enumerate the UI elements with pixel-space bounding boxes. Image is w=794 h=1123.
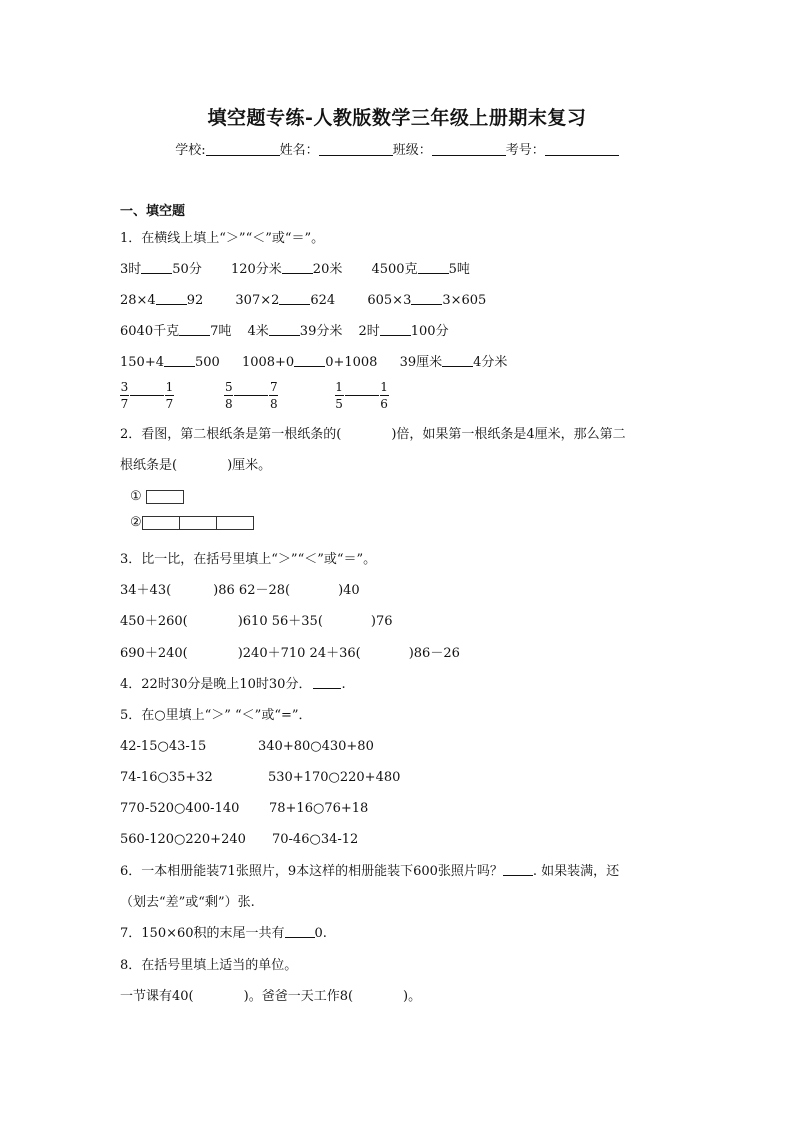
q5-row-2 xyxy=(120,770,400,786)
q1-r2-a: 28×4 xyxy=(120,293,156,308)
q3-r1-a: 34＋43( xyxy=(120,583,172,598)
q1-fraction-row xyxy=(120,380,389,412)
q1-row-2 xyxy=(120,293,486,309)
q3-r3-b: )240＋710 xyxy=(237,646,306,661)
q1-r1-b: 50分 xyxy=(172,262,202,277)
q2-line2-a: 根纸条是( xyxy=(120,458,178,473)
q1-r2-blank-1[interactable] xyxy=(156,293,187,305)
q8-stem: 8．在括号里填上适当的单位。 xyxy=(120,958,298,973)
q1-r1-blank-1[interactable] xyxy=(141,262,172,274)
q2-line2-b: )厘米。 xyxy=(227,458,272,473)
fraction-blank-2[interactable] xyxy=(234,395,268,396)
class-label: 班级： xyxy=(392,143,432,158)
q1-r2-b: 92 xyxy=(186,293,204,308)
fraction-1-7: $\frac{1}{7}$ xyxy=(165,380,174,411)
strip-1-label: ① xyxy=(130,489,142,504)
q8-text-c: )。 xyxy=(403,989,422,1004)
q1-r4-blank-2[interactable] xyxy=(294,355,325,367)
q1-r3-f: 100分 xyxy=(410,324,449,339)
fraction-blank-1[interactable] xyxy=(130,395,164,396)
q5-r4-b: 70-46○34-12 xyxy=(272,832,359,847)
q5-r1-b: 340+80○430+80 xyxy=(258,739,374,754)
q5-r1-a: 42-15○43-15 xyxy=(120,739,207,754)
strip-2-label: ② xyxy=(130,515,142,530)
q4-period: . xyxy=(341,677,346,692)
q1-r2-c: 307×2 xyxy=(235,293,280,308)
fraction-7-8: $\frac{7}{8}$ xyxy=(269,380,278,411)
q1-r1-e: 4500克 xyxy=(371,262,418,277)
q3-r1-b: )86 xyxy=(213,583,235,598)
q1-r1-blank-3[interactable] xyxy=(418,262,449,274)
q3-r1-d: )40 xyxy=(338,583,360,598)
q5-row-4 xyxy=(120,832,358,848)
q3-r3-c: 24＋36( xyxy=(309,646,361,661)
q5-r3-b: 78+16○76+18 xyxy=(269,801,369,816)
name-label: 姓名： xyxy=(279,143,319,158)
q1-r3-blank-3[interactable] xyxy=(380,324,411,336)
q1-r2-blank-2[interactable] xyxy=(279,293,310,305)
q4-text: 4．22时30分是晚上10时30分． xyxy=(120,677,312,692)
q8-text-a: 一节课有40( xyxy=(120,989,194,1004)
q1-r1-c: 120分米 xyxy=(230,262,282,277)
q6-text-b: . 如果装满，还 xyxy=(532,864,620,879)
q7-text: 7．150×60积的末尾一共有 xyxy=(120,926,285,941)
q1-stem: 1．在横线上填上“＞”“＜”或“＝”。 xyxy=(120,231,325,246)
q1-r2-f: 3×605 xyxy=(442,293,487,308)
q1-r4-a: 150+4 xyxy=(120,355,164,370)
q7 xyxy=(120,926,327,942)
q5-stem: 5．在○里填上“＞” “＜”或“=”． xyxy=(120,708,312,723)
q2-line-1 xyxy=(120,427,626,443)
q1-r4-f: 4分米 xyxy=(473,355,508,370)
q2-line1-a: 2．看图，第二根纸条是第一根纸条的( xyxy=(120,427,342,442)
q3-stem: 3．比一比，在括号里填上“＞”“＜”或“＝”。 xyxy=(120,552,377,567)
q3-r2-d: )76 xyxy=(370,614,393,629)
q6-line-2: （划去“差”或“剩”）张. xyxy=(120,895,255,910)
number-blank[interactable] xyxy=(545,143,619,156)
strip-2-segment-1 xyxy=(142,516,180,530)
q6-line-1 xyxy=(120,864,619,880)
q6-blank-1[interactable] xyxy=(503,864,533,876)
q1-r3-blank-1[interactable] xyxy=(179,324,210,336)
q3-r1-c: 62－28( xyxy=(238,583,291,598)
q1-r3-blank-2[interactable] xyxy=(269,324,300,336)
strip-2-segment-3 xyxy=(217,516,254,530)
strip-1-segment xyxy=(146,490,184,504)
paper-strip-2 xyxy=(130,515,254,530)
fraction-3-7: $\frac{3}{7}$ xyxy=(120,380,129,411)
q3-r2-a: 450＋260( xyxy=(120,614,188,629)
q5-r3-a: 770-520○400-140 xyxy=(120,801,240,816)
q2-line1-b: )倍，如果第一根纸条是4厘米，那么第二 xyxy=(391,427,626,442)
q1-r3-c: 4米 xyxy=(247,324,269,339)
q1-r4-blank-3[interactable] xyxy=(442,355,473,367)
q1-row-3 xyxy=(120,324,449,340)
q1-r3-b: 7吨 xyxy=(210,324,232,339)
q2-line-2 xyxy=(120,458,271,474)
q1-r4-d: 0+1008 xyxy=(325,355,378,370)
q5-r2-a: 74-16○35+32 xyxy=(120,770,213,785)
q1-r4-c: 1008+0 xyxy=(241,355,295,370)
q5-r4-a: 560-120○220+240 xyxy=(120,832,246,847)
q1-r1-f: 5吨 xyxy=(448,262,470,277)
q1-r2-blank-3[interactable] xyxy=(411,293,442,305)
number-label: 考号： xyxy=(505,143,545,158)
section-heading: 一、填空题 xyxy=(120,204,186,219)
school-label: 学校: xyxy=(175,143,206,158)
q1-row-4 xyxy=(120,355,507,371)
school-blank[interactable] xyxy=(206,143,280,156)
q1-r2-d: 624 xyxy=(310,293,336,308)
q3-r2-b: )610 xyxy=(237,614,268,629)
q3-r2-c: 56＋35( xyxy=(271,614,323,629)
q1-r1-blank-2[interactable] xyxy=(282,262,313,274)
q1-r2-e: 605×3 xyxy=(367,293,412,308)
paper-strip-1 xyxy=(130,489,184,504)
fraction-5-8: $\frac{5}{8}$ xyxy=(224,380,233,411)
q6-text-a: 6．一本相册能装71张照片，9本这样的相册能装下600张照片吗？ xyxy=(120,864,503,879)
q1-r4-e: 39厘米 xyxy=(399,355,443,370)
page-title: 填空题专练-人教版数学三年级上册期末复习 xyxy=(207,107,587,129)
class-blank[interactable] xyxy=(432,143,506,156)
q5-r2-b: 530+170○220+480 xyxy=(268,770,401,785)
student-info-line xyxy=(0,139,794,158)
q7-blank[interactable] xyxy=(285,926,315,938)
q3-row-1 xyxy=(120,583,360,599)
q4 xyxy=(120,677,346,693)
q1-row-1 xyxy=(120,262,470,278)
q1-r1-a: 3时 xyxy=(120,262,142,277)
fraction-1-5: $\frac{1}{5}$ xyxy=(335,380,343,411)
q3-row-2 xyxy=(120,614,393,630)
q3-r3-a: 690＋240( xyxy=(120,646,188,661)
name-blank[interactable] xyxy=(319,143,393,156)
q1-r3-d: 39分米 xyxy=(299,324,343,339)
fraction-1-6: $\frac{1}{6}$ xyxy=(380,380,388,411)
q1-r4-blank-1[interactable] xyxy=(164,355,195,367)
q3-r3-d: )86－26 xyxy=(408,646,460,661)
fraction-blank-3[interactable] xyxy=(345,395,379,396)
q1-r3-e: 2时 xyxy=(358,324,380,339)
q3-row-3 xyxy=(120,646,460,662)
strip-2-segment-2 xyxy=(180,516,217,530)
q1-r1-d: 20米 xyxy=(312,262,343,277)
q8-line xyxy=(120,989,421,1005)
q5-row-3 xyxy=(120,801,368,817)
q8-text-b: )。爸爸一天工作8( xyxy=(243,989,354,1004)
q5-row-1 xyxy=(120,739,374,755)
q4-blank[interactable] xyxy=(313,677,341,689)
q7-suffix: 0. xyxy=(314,926,327,941)
q1-r3-a: 6040千克 xyxy=(120,324,180,339)
q1-r4-b: 500 xyxy=(194,355,220,370)
